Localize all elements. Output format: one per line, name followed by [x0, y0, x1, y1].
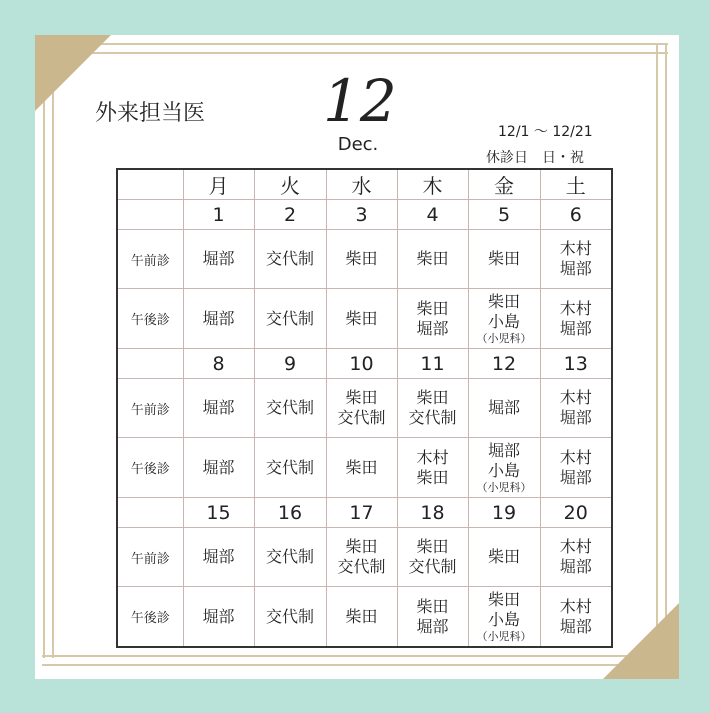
session-label: 午前診 — [130, 402, 170, 418]
date-number: 9 — [283, 352, 297, 375]
doctor-cell — [397, 230, 468, 289]
doctor-cell — [468, 438, 540, 498]
date-cell — [540, 349, 612, 379]
date-number: 20 — [563, 501, 588, 524]
doctor-name: 交代制 — [265, 547, 314, 566]
doctor-cell — [254, 438, 326, 498]
date-cell — [183, 349, 254, 379]
department-note: （小児科） — [476, 629, 532, 643]
frame-line-top-inner — [58, 52, 668, 54]
date-row-label-cell — [117, 349, 183, 379]
doctor-name: 堀部 — [202, 547, 235, 566]
doctor-name: 木村 — [559, 388, 592, 407]
date-number: 12 — [491, 352, 517, 375]
doctor-name: 柴田 — [345, 388, 378, 407]
doctor-cell — [254, 587, 326, 648]
doctor-cell — [326, 587, 397, 648]
doctor-cell — [183, 438, 254, 498]
weekday-header-cell — [326, 169, 397, 200]
frame-line-right-outer — [665, 45, 667, 645]
date-row-label-cell — [117, 498, 183, 528]
doctor-name: 堀部 — [202, 308, 235, 328]
session-label: 午後診 — [130, 611, 170, 626]
period-range: 12/1 ～ 12/21 — [498, 124, 593, 140]
doctor-cell — [326, 528, 397, 587]
morning-row — [117, 379, 612, 438]
doctor-cell — [397, 587, 468, 648]
morning-label-cell — [117, 528, 183, 587]
doctor-name: 柴田 — [487, 291, 520, 311]
afternoon-row — [117, 289, 612, 349]
month-number: 12 — [323, 67, 397, 135]
doctor-name: 交代制 — [265, 308, 314, 328]
doctor-name: 堀部 — [416, 616, 449, 636]
date-number: 19 — [491, 501, 517, 524]
weekday-header-cell — [540, 169, 612, 200]
doctor-name: 堀部 — [559, 557, 592, 576]
doctor-name: 木村 — [559, 537, 592, 556]
date-cell — [468, 200, 540, 230]
date-cell — [397, 200, 468, 230]
afternoon-label-cell — [117, 438, 183, 498]
weekday-header-cell — [254, 169, 326, 200]
doctor-name: 交代制 — [408, 408, 457, 427]
frame-line-bottom-outer — [42, 664, 656, 666]
page-title: 外来担当医 — [95, 101, 206, 126]
date-cell — [397, 498, 468, 528]
doctor-cell — [468, 528, 540, 587]
doctor-cell — [254, 528, 326, 587]
morning-row — [117, 528, 612, 587]
date-cell — [326, 498, 397, 528]
date-cell — [326, 200, 397, 230]
date-number: 5 — [497, 203, 511, 226]
doctor-name: 堀部 — [202, 249, 235, 268]
morning-row — [117, 230, 612, 289]
doctor-cell — [540, 438, 612, 498]
doctor-name: 堀部 — [416, 318, 449, 338]
date-number: 4 — [426, 203, 439, 226]
doctor-cell — [397, 438, 468, 498]
doctor-cell — [326, 379, 397, 438]
doctor-name: 小島 — [487, 311, 520, 331]
doctor-name: 交代制 — [408, 557, 457, 576]
session-label: 午前診 — [130, 253, 170, 269]
doctor-name: 堀部 — [559, 616, 592, 636]
weekday-label: 木 — [422, 174, 443, 198]
weekday-header-cell — [397, 169, 468, 200]
doctor-name: 堀部 — [487, 440, 520, 460]
doctor-name: 柴田 — [416, 249, 449, 268]
date-cell — [254, 349, 326, 379]
frame-line-right-inner — [656, 45, 658, 645]
doctor-name: 堀部 — [202, 606, 235, 626]
doctor-name: 堀部 — [202, 398, 235, 417]
doctor-name: 交代制 — [265, 457, 314, 477]
date-number: 11 — [420, 352, 445, 375]
doctor-cell — [254, 230, 326, 289]
date-row — [117, 200, 612, 230]
doctor-name: 小島 — [487, 460, 520, 480]
date-number: 6 — [569, 203, 582, 226]
doctor-cell — [254, 379, 326, 438]
doctor-name: 柴田 — [345, 606, 378, 626]
doctor-name: 柴田 — [416, 596, 449, 616]
doctor-cell — [183, 289, 254, 349]
doctor-name: 柴田 — [345, 537, 378, 556]
doctor-cell — [397, 379, 468, 438]
doctor-cell — [183, 587, 254, 648]
frame-line-left-outer — [43, 58, 45, 658]
date-cell — [183, 200, 254, 230]
doctor-name: 柴田 — [416, 537, 449, 556]
date-row — [117, 349, 612, 379]
doctor-name: 堀部 — [559, 259, 592, 278]
session-label: 午前診 — [130, 551, 170, 567]
date-cell — [183, 498, 254, 528]
doctor-name: 交代制 — [265, 398, 314, 417]
doctor-name: 柴田 — [487, 547, 520, 566]
date-number: 3 — [355, 203, 368, 226]
frame-line-top-outer — [58, 43, 668, 45]
department-note: （小児科） — [476, 480, 532, 494]
doctor-name: 柴田 — [416, 467, 449, 487]
afternoon-row — [117, 587, 612, 648]
date-number: 8 — [212, 352, 225, 375]
date-cell — [326, 349, 397, 379]
doctor-name: 柴田 — [345, 457, 378, 477]
doctor-cell — [254, 289, 326, 349]
doctor-name: 堀部 — [559, 408, 592, 427]
doctor-cell — [397, 289, 468, 349]
frame-line-left-inner — [52, 58, 54, 658]
doctor-cell — [468, 230, 540, 289]
doctor-cell — [540, 528, 612, 587]
date-cell — [468, 498, 540, 528]
afternoon-row — [117, 438, 612, 498]
doctor-cell — [183, 230, 254, 289]
doctor-name: 柴田 — [416, 298, 449, 318]
date-cell — [540, 498, 612, 528]
header-corner-cell — [117, 169, 183, 200]
date-number: 15 — [206, 501, 231, 524]
doctor-cell — [326, 289, 397, 349]
doctor-name: 堀部 — [559, 318, 592, 338]
weekday-label: 水 — [351, 174, 372, 198]
weekday-label: 火 — [280, 174, 300, 198]
doctor-cell — [540, 587, 612, 648]
doctor-name: 柴田 — [345, 249, 378, 268]
doctor-cell — [468, 289, 540, 349]
doctor-cell — [183, 379, 254, 438]
morning-label-cell — [117, 230, 183, 289]
doctor-name: 柴田 — [487, 249, 520, 268]
doctor-cell — [540, 230, 612, 289]
doctor-name: 柴田 — [345, 308, 378, 328]
date-cell — [254, 200, 326, 230]
doctor-cell — [468, 379, 540, 438]
doctor-name: 木村 — [559, 447, 592, 467]
date-row — [117, 498, 612, 528]
doctor-name: 木村 — [559, 596, 592, 616]
doctor-name: 交代制 — [265, 249, 314, 268]
doctor-name: 堀部 — [559, 467, 592, 487]
doctor-name: 木村 — [559, 239, 592, 258]
weekday-header-cell — [468, 169, 540, 200]
morning-label-cell — [117, 379, 183, 438]
doctor-cell — [540, 379, 612, 438]
date-number: 17 — [349, 501, 374, 524]
doctor-name: 堀部 — [487, 398, 520, 417]
doctor-name: 交代制 — [337, 557, 386, 576]
doctor-name: 柴田 — [487, 589, 520, 609]
doctor-name: 交代制 — [265, 606, 314, 626]
afternoon-label-cell — [117, 587, 183, 648]
afternoon-label-cell — [117, 289, 183, 349]
doctor-name: 小島 — [487, 609, 520, 629]
date-cell — [397, 349, 468, 379]
date-number: 1 — [212, 203, 225, 226]
date-number: 2 — [283, 203, 297, 226]
date-row-label-cell — [117, 200, 183, 230]
date-number: 10 — [349, 352, 374, 375]
date-cell — [254, 498, 326, 528]
month-english: Dec. — [337, 134, 379, 155]
doctor-cell — [183, 528, 254, 587]
doctor-name: 木村 — [559, 298, 592, 318]
doctor-cell — [326, 438, 397, 498]
doctor-name: 堀部 — [202, 457, 235, 477]
date-number: 16 — [277, 501, 303, 524]
corner-ornament-bottom-right — [603, 603, 679, 679]
doctor-cell — [326, 230, 397, 289]
weekday-label: 土 — [565, 174, 586, 198]
holiday-note: 休診日 日・祝 — [486, 150, 584, 166]
schedule-table — [116, 168, 613, 648]
weekday-label: 月 — [208, 174, 229, 198]
weekday-header-row — [117, 169, 612, 200]
department-note: （小児科） — [476, 331, 532, 345]
doctor-cell — [468, 587, 540, 648]
weekday-header-cell — [183, 169, 254, 200]
session-label: 午後診 — [130, 462, 170, 477]
date-number: 18 — [420, 501, 445, 524]
doctor-name: 木村 — [416, 447, 449, 467]
doctor-cell — [397, 528, 468, 587]
doctor-cell — [540, 289, 612, 349]
frame-line-bottom-inner — [42, 655, 656, 657]
doctor-name: 柴田 — [416, 388, 449, 407]
weekday-label: 金 — [494, 174, 514, 198]
date-cell — [468, 349, 540, 379]
doctor-name: 交代制 — [337, 408, 386, 427]
date-number: 13 — [563, 352, 588, 375]
session-label: 午後診 — [130, 313, 170, 328]
date-cell — [540, 200, 612, 230]
